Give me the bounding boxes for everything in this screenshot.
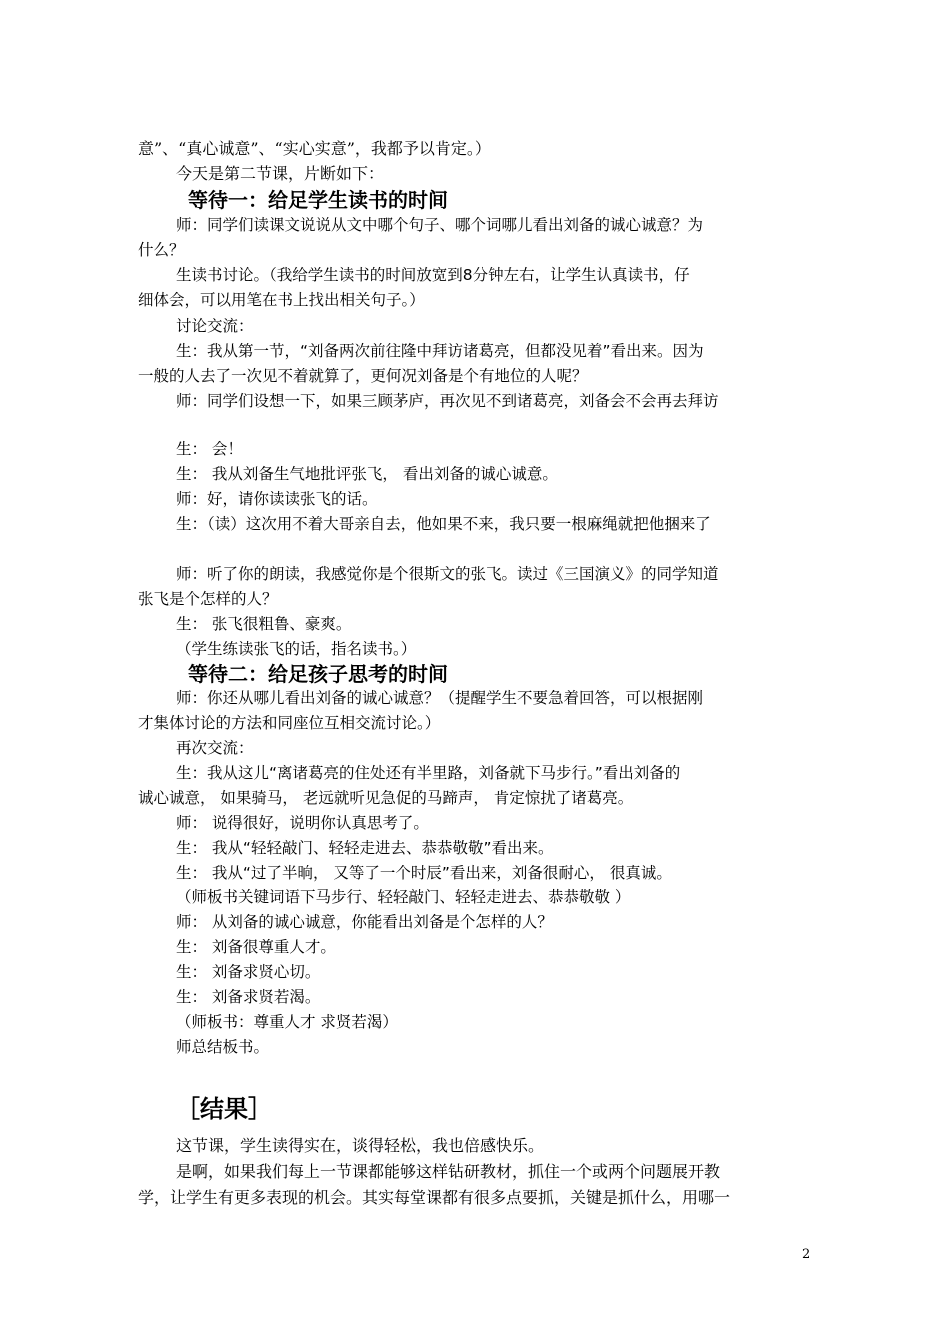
body-line: 是啊，如果我们每上一节课都能够这样钻研教材，抓住一个或两个问题展开教 bbox=[176, 1162, 721, 1181]
dialogue-line: 生读书讨论。（我给学生读书的时间放宽到8分钟左右，让学生认真读书，仔 bbox=[176, 266, 690, 284]
dialogue-line: 生： 刘备很尊重人才。 bbox=[176, 938, 336, 956]
section-heading-wait-2: 等待二：给足孩子思考的时间 bbox=[188, 662, 448, 686]
dialogue-line: 师： 说得很好，说明你认真思考了。 bbox=[176, 814, 429, 832]
dialogue-line: 讨论交流： bbox=[176, 317, 254, 335]
intro-line-2: 今天是第二节课，片断如下： bbox=[176, 164, 385, 183]
dialogue-line: 一般的人去了一次见不着就算了，更何况刘备是个有地位的人呢？ bbox=[138, 367, 588, 385]
dialogue-line: 师：听了你的朗读，我感觉你是个很斯文的张飞。读过《三国演义》的同学知道 bbox=[176, 565, 719, 583]
dialogue-line: 再次交流： bbox=[176, 739, 254, 757]
dialogue-line: （师板书：尊重人才 求贤若渴） bbox=[176, 1013, 398, 1031]
dialogue-line: 才集体讨论的方法和同座位互相交流讨论。） bbox=[138, 714, 441, 732]
body-line: 这节课，学生读得实在，谈得轻松，我也倍感快乐。 bbox=[176, 1136, 545, 1155]
dialogue-line: 师：好，请你读读张飞的话。 bbox=[176, 490, 378, 508]
dialogue-line: 生：我从第一节，“刘备两次前往隆中拜访诸葛亮，但都没见着”看出来。因为 bbox=[176, 342, 704, 360]
page-number: 2 bbox=[802, 1247, 811, 1262]
dialogue-line: 细体会，可以用笔在书上找出相关句子。） bbox=[138, 291, 425, 309]
dialogue-line: 生： 我从刘备生气地批评张飞， 看出刘备的诚心诚意。 bbox=[176, 465, 558, 483]
dialogue-line: （师板书关键词语下马步行、轻轻敲门、轻轻走进去、恭恭敬敬 ） bbox=[176, 888, 631, 906]
dialogue-line: 生： 张飞很粗鲁、豪爽。 bbox=[176, 615, 352, 633]
dialogue-line: 诚心诚意， 如果骑马， 老远就听见急促的马蹄声， 肯定惊扰了诸葛亮。 bbox=[138, 789, 634, 807]
dialogue-line: 生： 我从“过了半晌， 又等了一个时辰”看出来，刘备很耐心， 很真诚。 bbox=[176, 864, 672, 882]
dialogue-line: 生：我从这儿“离诸葛亮的住处还有半里路，刘备就下马步行。”看出刘备的 bbox=[176, 764, 681, 782]
body-line: 学，让学生有更多表现的机会。其实每堂课都有很多点要抓，关键是抓什么，用哪一 bbox=[138, 1188, 731, 1207]
dialogue-line: 生： 我从“轻轻敲门、轻轻走进去、恭恭敬敬”看出来。 bbox=[176, 839, 554, 857]
dialogue-line: 生： 刘备求贤心切。 bbox=[176, 963, 321, 981]
dialogue-line: 师：你还从哪儿看出刘备的诚心诚意？（提醒学生不要急着回答，可以根据刚 bbox=[176, 689, 704, 707]
dialogue-line: 师：同学们设想一下，如果三顾茅庐，再次见不到诸葛亮，刘备会不会再去拜访 bbox=[176, 392, 719, 410]
dialogue-line: 生： 会！ bbox=[176, 440, 243, 458]
dialogue-line: 什么？ bbox=[138, 241, 185, 259]
dialogue-line: 师总结板书。 bbox=[176, 1038, 270, 1056]
intro-line-1: 意”、“真心诚意”、“实心实意”，我都予以肯定。） bbox=[138, 139, 491, 158]
dialogue-line: （学生练读张飞的话，指名读书。） bbox=[176, 640, 417, 658]
dialogue-line: 张飞是个怎样的人？ bbox=[138, 590, 278, 608]
dialogue-line: 生：（读）这次用不着大哥亲自去，他如果不来，我只要一根麻绳就把他捆来了 bbox=[176, 515, 711, 533]
section-heading-wait-1: 等待一：给足学生读书的时间 bbox=[188, 188, 448, 212]
dialogue-line: 生： 刘备求贤若渴。 bbox=[176, 988, 321, 1006]
dialogue-line: 师：同学们读课文说说从文中哪个句子、哪个词哪儿看出刘备的诚心诚意？为 bbox=[176, 216, 704, 234]
dialogue-line: 师： 从刘备的诚心诚意，你能看出刘备是个怎样的人？ bbox=[176, 913, 553, 931]
section-title-result: ［结果］ bbox=[176, 1095, 272, 1123]
